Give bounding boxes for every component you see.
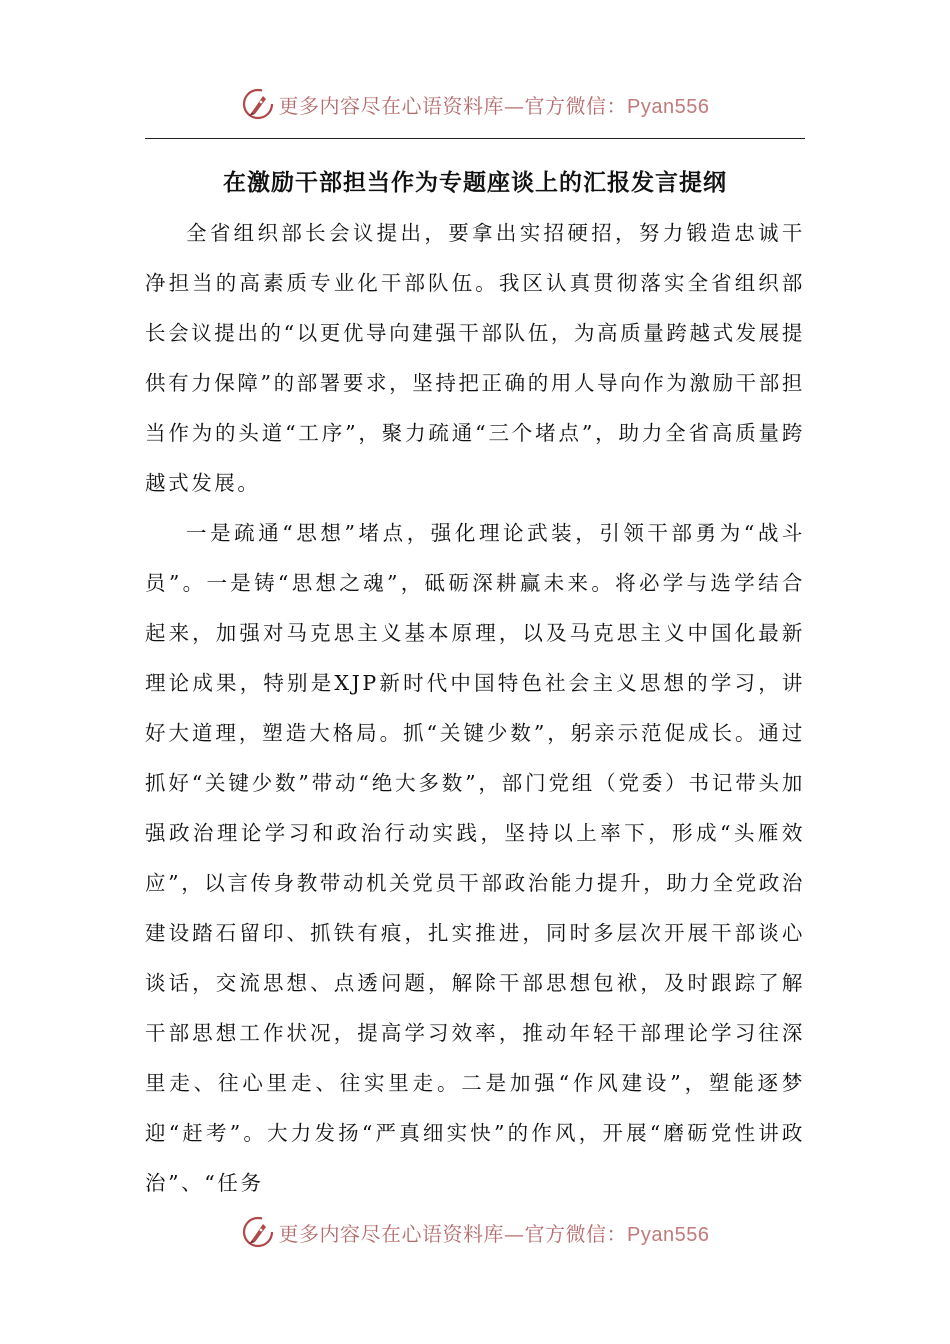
header-wechat-id: Pyan556	[627, 95, 710, 118]
pen-nib-logo-icon	[241, 1215, 275, 1249]
document-body	[145, 208, 805, 1208]
footer-banner-text: 更多内容尽在心语资料库—官方微信：Pyan556	[278, 1221, 710, 1246]
paragraph-intro: 全省组织部长会议提出，要拿出实招硬招，努力锻造忠诚干净担当的高素质专业化干部队伍。我区认真贯彻落实全省组织部长会议提出的“以更优导向建强干部队伍，为高质量跨越式发展提供有力保障”的部署要求，坚持把正确的用人导向作为激励干部担当作为的头道“工序”，聚力疏通“三个堵点”，助力全省高质量跨越式发展。	[145, 221, 805, 495]
header-banner	[0, 80, 950, 128]
pen-nib-logo-icon	[241, 87, 275, 121]
document-title: 在激励干部担当作为专题座谈上的汇报发言提纲	[223, 170, 727, 196]
header-banner-text: 更多内容尽在心语资料库—官方微信：Pyan556	[278, 93, 710, 118]
footer-wechat-id: Pyan556	[627, 1223, 710, 1246]
paragraph-section-one: 一是疏通“思想”堵点，强化理论武装，引领干部勇为“战斗员”。一是铸“思想之魂”，砥砺深耕赢未来。将必学与选学结合起来，加强对马克思主义基本原理，以及马克思主义中国化最新理论成果，特别是XJP新时代中国特色社会主义思想的学习，讲好大道理，塑造大格局。抓“关键少数”，躬亲示范促成长。通过抓好“关键少数”带动“绝大多数”，部门党组（党委）书记带头加强政治理论学习和政治行动实践，坚持以上率下，形成“头雁效应”，以言传身教带动机关党员干部政治能力提升，助力全党政治建设踏石留印、抓铁有痕，扎实推进，同时多层次开展干部谈心谈话，交流思想、点透问题，解除干部思想包袱，及时跟踪了解干部思想工作状况，提高学习效率，推动年轻干部理论学习往深里走、往心里走、往实里走。二是加强“作风建设”，塑能逐梦迎“赶考”。大力发扬“严真细实快”的作风，开展“磨砺党性讲政治”、“任务	[145, 521, 805, 1195]
header-divider	[145, 138, 805, 139]
footer-banner	[0, 1208, 950, 1256]
